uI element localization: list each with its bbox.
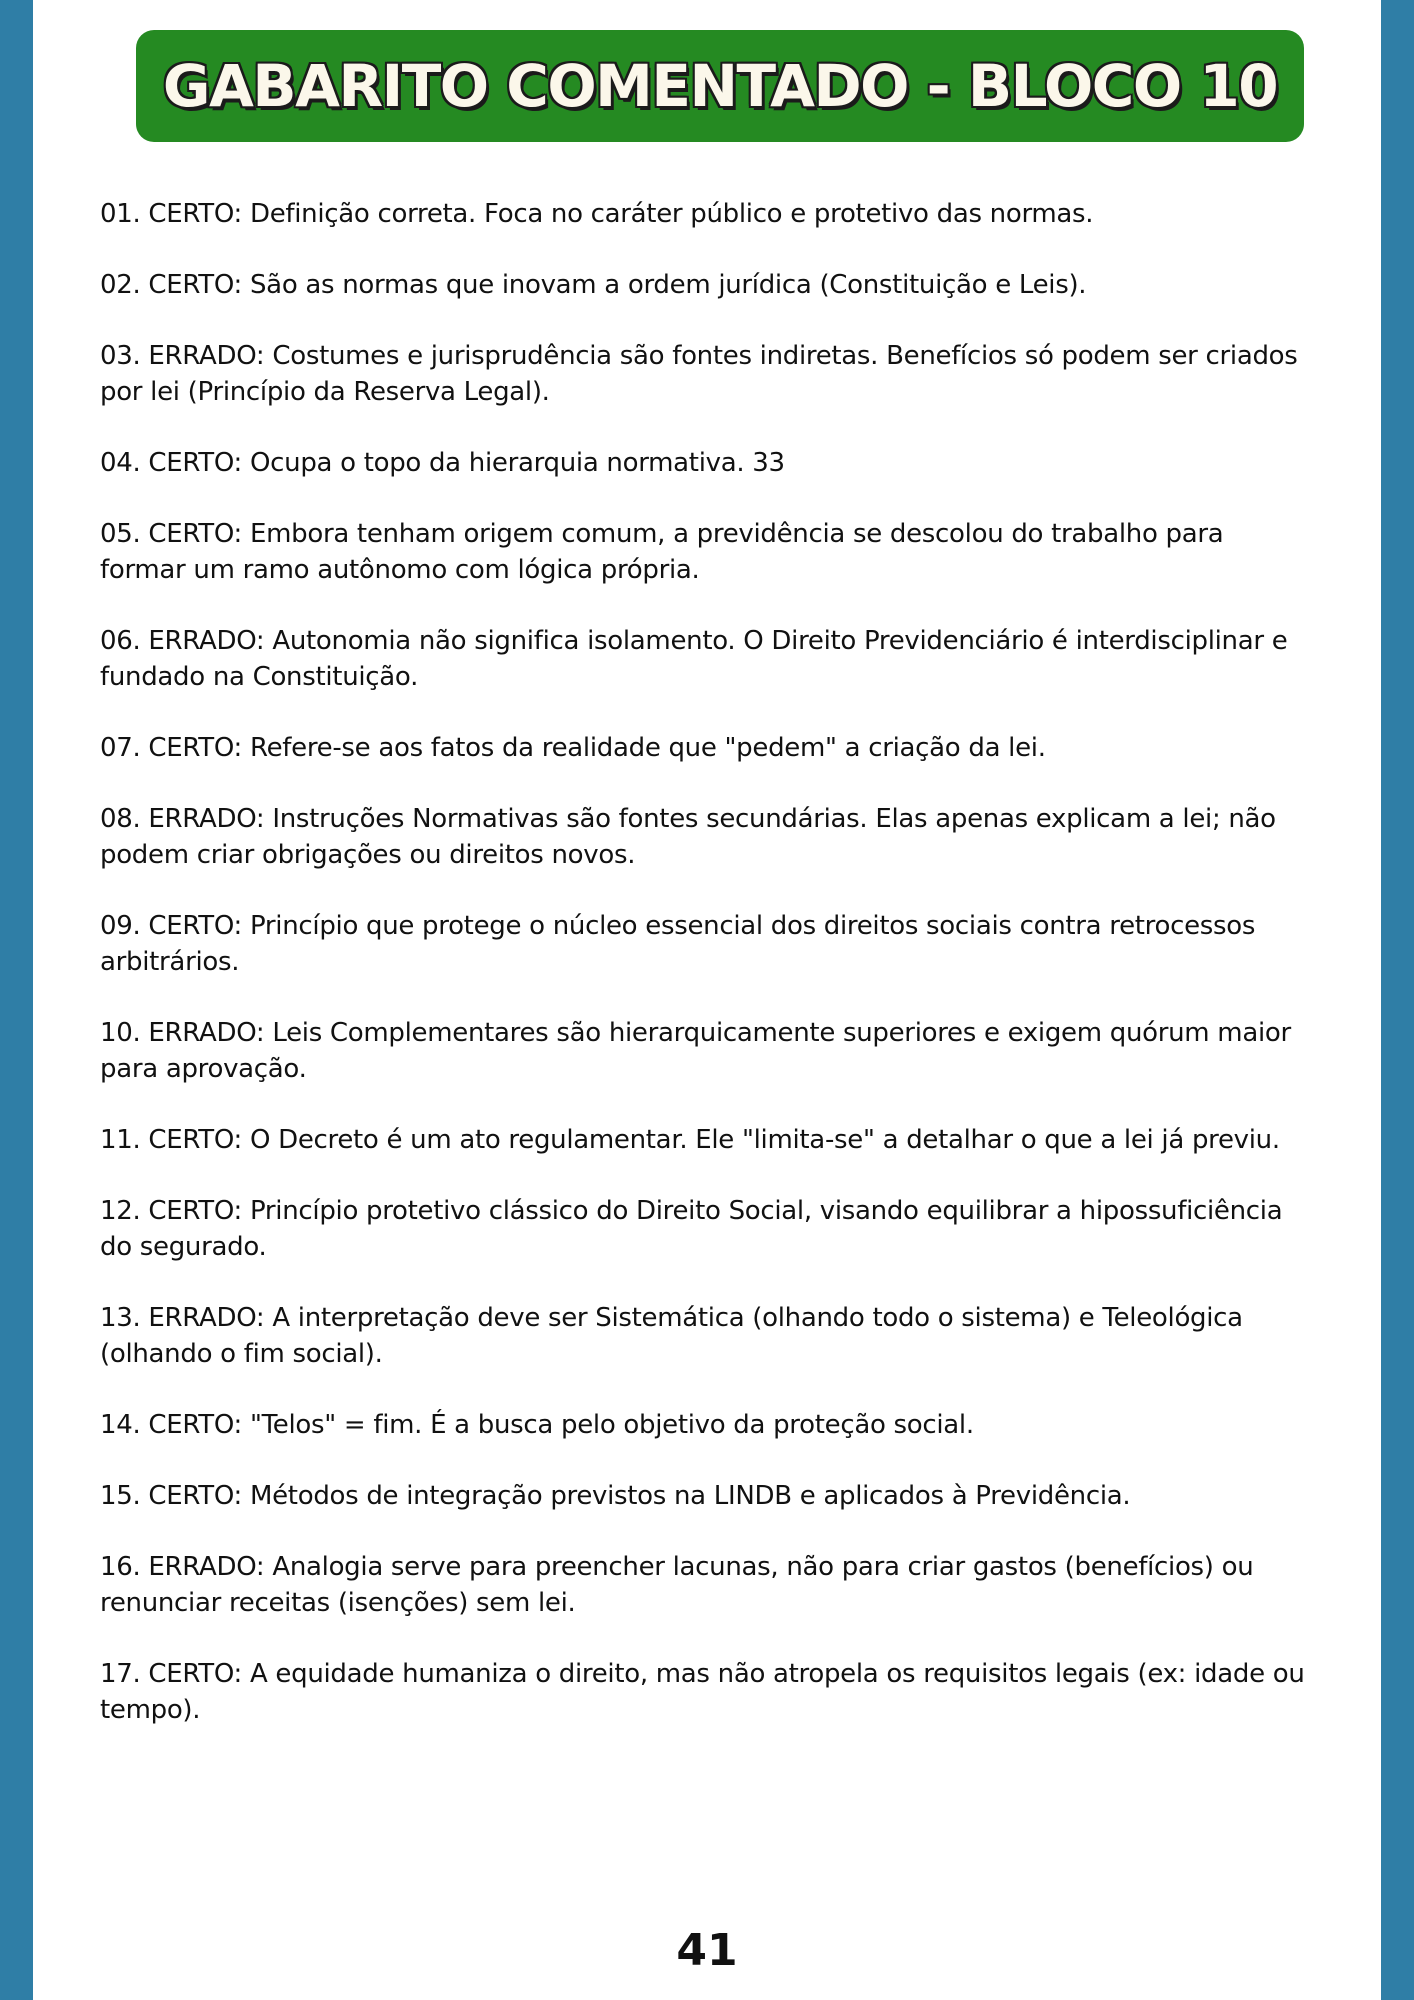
answer-item-07: 07. CERTO: Refere-se aos fatos da realidade que "pedem" a criação da lei. <box>100 733 1046 763</box>
right-border-bar <box>1381 0 1414 2000</box>
answer-item-10: 10. ERRADO: Leis Complementares são hierarquicamente superiores e exigem quórum maior para aprovação. <box>100 1018 1291 1084</box>
answer-list <box>100 196 1315 1763</box>
answer-item-13: 13. ERRADO: A interpretação deve ser Sistemática (olhando todo o sistema) e Teleológica (olhando o fim social). <box>100 1303 1243 1369</box>
answer-item-11: 11. CERTO: O Decreto é um ato regulamentar. Ele "limita-se" a detalhar o que a lei já previu. <box>100 1125 1280 1155</box>
answer-item-05: 05. CERTO: Embora tenham origem comum, a previdência se descolou do trabalho para formar um ramo autônomo com lógica própria. <box>100 519 1224 585</box>
answer-item-01: 01. CERTO: Definição correta. Foca no caráter público e protetivo das normas. <box>100 199 1094 229</box>
answer-item-12: 12. CERTO: Princípio protetivo clássico do Direito Social, visando equilibrar a hipossuficiência do segurado. <box>100 1196 1283 1262</box>
answer-item-02: 02. CERTO: São as normas que inovam a ordem jurídica (Constituição e Leis). <box>100 270 1087 300</box>
page-number: 41 <box>676 1925 738 1976</box>
answer-item-16: 16. ERRADO: Analogia serve para preencher lacunas, não para criar gastos (benefícios) ou renunciar receitas (isenções) sem lei. <box>100 1552 1254 1618</box>
answer-item-03: 03. ERRADO: Costumes e jurisprudência são fontes indiretas. Benefícios só podem ser criados por lei (Princípio da Reserva Legal). <box>100 341 1298 407</box>
answer-item-17: 17. CERTO: A equidade humaniza o direito, mas não atropela os requisitos legais (ex: idade ou tempo). <box>100 1659 1305 1725</box>
answer-item-06: 06. ERRADO: Autonomia não significa isolamento. O Direito Previdenciário é interdisciplinar e fundado na Constituição. <box>100 626 1288 692</box>
answer-item-09: 09. CERTO: Princípio que protege o núcleo essencial dos direitos sociais contra retrocessos arbitrários. <box>100 911 1256 977</box>
answer-item-04: 04. CERTO: Ocupa o topo da hierarquia normativa. 33 <box>100 448 785 478</box>
page-title: GABARITO COMENTADO - BLOCO 10 <box>162 52 1278 120</box>
answer-item-14: 14. CERTO: "Telos" = fim. É a busca pelo objetivo da proteção social. <box>100 1410 974 1440</box>
answer-item-15: 15. CERTO: Métodos de integração previstos na LINDB e aplicados à Previdência. <box>100 1481 1131 1511</box>
title-banner <box>136 30 1304 142</box>
left-border-bar <box>0 0 33 2000</box>
answer-item-08: 08. ERRADO: Instruções Normativas são fontes secundárias. Elas apenas explicam a lei; não podem criar obrigações ou direitos novos. <box>100 804 1276 870</box>
